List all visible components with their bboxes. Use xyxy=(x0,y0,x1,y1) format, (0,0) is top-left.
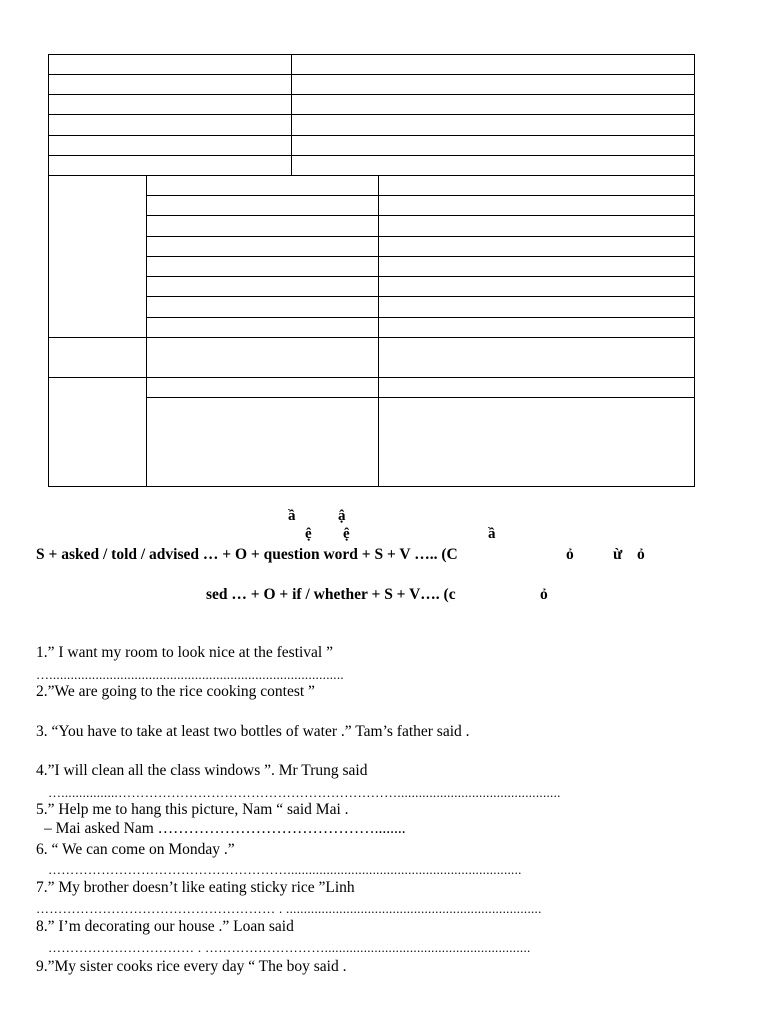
table-divider xyxy=(146,175,147,487)
exercise-7-prompt: 7.” My brother doesn’t like eating sticky rice ”Linh xyxy=(36,879,355,896)
table-row-line xyxy=(146,296,695,297)
exercise-5-prompt: 5.” Help me to hang this picture, Nam “ said Mai . xyxy=(36,801,349,818)
table-row-line xyxy=(48,155,695,156)
wh-question-formula: S + asked / told / advised … + O + question word + S + V ….. (C xyxy=(36,546,458,563)
formula-section xyxy=(0,500,768,610)
table-border-left xyxy=(48,54,49,487)
exercise-5-answer-line[interactable]: – Mai asked Nam ……………………………………........ xyxy=(44,820,406,837)
table-border-top xyxy=(48,54,695,55)
table-row-line xyxy=(48,94,695,95)
table-row-line xyxy=(48,377,695,378)
table-row-line xyxy=(146,215,695,216)
diacritic-mark: ậ xyxy=(338,508,346,524)
table-border-right xyxy=(694,54,695,487)
exercise-9-prompt: 9.”My sister cooks rice every day “ The boy said . xyxy=(36,958,347,975)
formula-trailing-mark: ừ xyxy=(613,546,623,563)
table-row-line xyxy=(146,256,695,257)
table-row-line xyxy=(146,236,695,237)
table-divider xyxy=(378,175,379,487)
formula-trailing-mark: ỏ xyxy=(566,546,574,563)
exercise-2-prompt: 2.”We are going to the rice cooking contest ” xyxy=(36,683,315,700)
yes-no-question-formula: sed … + O + if / whether + S + V…. (c xyxy=(206,586,456,603)
table-row-line xyxy=(146,195,695,196)
diacritic-mark: ầ xyxy=(488,526,496,542)
table-row-line xyxy=(146,317,695,318)
table-row-line xyxy=(48,337,695,338)
table-divider xyxy=(291,54,292,176)
exercise-4-prompt: 4.”I will clean all the class windows ”. Mr Trung said xyxy=(36,762,368,779)
diacritic-mark: ầ xyxy=(288,508,296,524)
exercise-1-answer-line[interactable]: …................................................................................... xyxy=(36,668,344,682)
table-row-line xyxy=(48,135,695,136)
diacritic-mark: ệ xyxy=(305,526,312,542)
exercise-4-answer-line[interactable]: …................……………………………………………………….............................................. xyxy=(48,786,561,800)
exercise-8-prompt: 8.” I’m decorating our house .” Loan said xyxy=(36,918,294,935)
exercise-6-prompt: 6. “ We can come on Monday .” xyxy=(36,841,235,858)
table-row-line xyxy=(146,276,695,277)
diacritic-mark: ệ xyxy=(343,526,350,542)
exercise-1-prompt: 1.” I want my room to look nice at the festival ” xyxy=(36,644,333,661)
exercise-3-prompt: 3. “You have to take at least two bottles of water .” Tam’s father said . xyxy=(36,723,470,740)
table-row-line xyxy=(48,114,695,115)
formula-trailing-mark: ỏ xyxy=(540,586,548,603)
table-row-line xyxy=(146,397,695,398)
exercise-list xyxy=(0,630,768,1024)
grammar-table xyxy=(0,0,768,500)
exercise-8-answer-line[interactable]: …………………………… . ……………………….......................................................... xyxy=(48,941,531,955)
table-row-line xyxy=(48,74,695,75)
formula-trailing-mark: ỏ xyxy=(637,546,645,563)
exercise-7-answer-line[interactable]: ……………………………………………… . ........................................................................ xyxy=(36,902,542,916)
exercise-6-answer-line[interactable]: ……………………………………………….................................................................. xyxy=(48,863,522,877)
